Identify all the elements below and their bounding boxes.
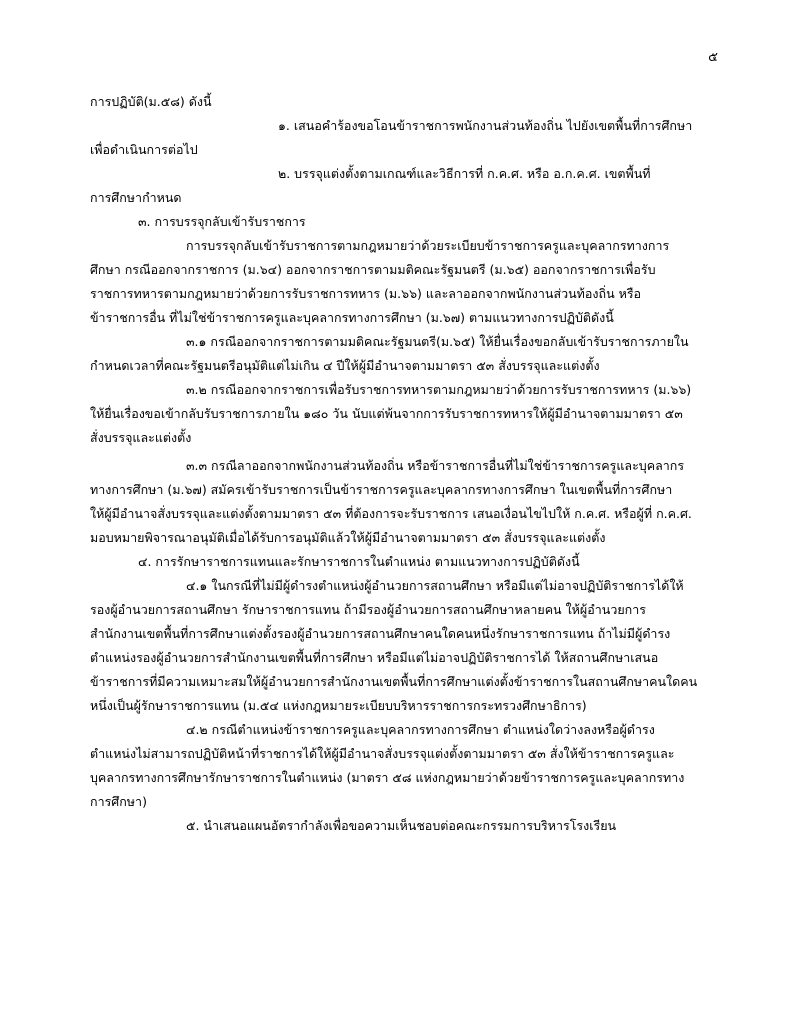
text-line: ๔.๑ ในกรณีที่ไม่มีผู้ดำรงตำแหน่งผู้อำนวยการสถานศึกษา หรือมีแต่ไม่อาจปฏิบัติราชการได้ให้ bbox=[186, 578, 684, 593]
text-line: ข้าราชการที่มีความเหมาะสมให้ผู้อำนวยการสำนักงานเขตพื้นที่การศึกษาแต่งตั้งข้าราชการในสถานศึกษาคนใดคน bbox=[90, 674, 698, 689]
text-line: การศึกษา) bbox=[90, 794, 147, 809]
text-line: รองผู้อำนวยการสถานศึกษา รักษาราชการแทน ถ้ามีรองผู้อำนวยการสถานศึกษาหลายคน ให้ผู้อำนวยการ bbox=[90, 602, 646, 617]
text-line: ๑. เสนอคำร้องขอโอนข้าราชการพนักงานส่วนท้องถิ่น ไปยังเขตพื้นที่การศึกษา bbox=[278, 118, 693, 133]
text-line: หนึ่งเป็นผู้รักษาราชการแทน (ม.๕๔ แห่งกฎหมายระเบียบบริหารราชการกระทรวงศึกษาธิการ) bbox=[90, 698, 587, 713]
text-line: การปฏิบัติ(ม.๕๘) ดังนี้ bbox=[90, 94, 212, 109]
text-line: ๓.๓ กรณีลาออกจากพนักงานส่วนท้องถิ่น หรือข้าราชการอื่นที่ไม่ใช่ข้าราชการครูและบุคลากร bbox=[186, 458, 685, 473]
text-line: มอบหมายพิจารณาอนุมัติเมื่อได้รับการอนุมัติแล้วให้ผู้มีอำนาจตามมาตรา ๕๓ สั่งบรรจุและแต่งตั้ง bbox=[90, 530, 606, 545]
text-line: ให้ผู้มีอำนาจสั่งบรรจุและแต่งตั้งตามมาตรา ๕๓ ที่ต้องการจะรับราชการ เสนอเงื่อนไขไปให้ ก.ค.ศ. หรือผู้ที่ ก.ค.ศ. bbox=[90, 506, 692, 521]
text-line: ๔.๒ กรณีตำแหน่งข้าราชการครูและบุคลากรทางการศึกษา ตำแหน่งใดว่างลงหรือผู้ดำรง bbox=[186, 722, 655, 737]
page-number: ๕ bbox=[708, 50, 718, 65]
text-line: ศึกษา กรณีออกจากราชการ (ม.๖๔) ออกจากราชการตามมติคณะรัฐมนตรี (ม.๖๕) ออกจากราชการเพื่อรับ bbox=[90, 262, 656, 277]
text-line: ตำแหน่งไม่สามารถปฏิบัติหน้าที่ราชการได้ให้ผู้มีอำนาจสั่งบรรจุแต่งตั้งตามมาตรา ๕๓ สั่งให้ข้าราชการครูและ bbox=[90, 746, 675, 761]
text-line: ๕. นำเสนอแผนอัตรากำลังเพื่อขอความเห็นชอบต่อคณะกรรมการบริหารโรงเรียน bbox=[186, 818, 617, 833]
text-line: ๓.๑ กรณีออกจากราชการตามมติคณะรัฐมนตรี(ม.๖๕) ให้ยื่นเรื่องขอกลับเข้ารับราชการภายใน bbox=[186, 334, 689, 349]
text-line: เพื่อดำเนินการต่อไป bbox=[90, 142, 198, 157]
text-line: ราชการทหารตามกฎหมายว่าด้วยการรับราชการทหาร (ม.๖๖) และลาออกจากพนักงานส่วนท้องถิ่น หรือ bbox=[90, 286, 642, 301]
text-line: กำหนดเวลาที่คณะรัฐมนตรีอนุมัติแต่ไม่เกิน ๔ ปีให้ผู้มีอำนาจตามมาตรา ๕๓ สั่งบรรจุและแต่งตั้ง bbox=[90, 358, 600, 373]
text-line: ๒. บรรจุแต่งตั้งตามเกณฑ์และวิธีการที่ ก.ค.ศ. หรือ อ.ก.ค.ศ. เขตพื้นที่ bbox=[278, 166, 651, 181]
text-line: ตำแหน่งรองผู้อำนวยการสำนักงานเขตพื้นที่การศึกษา หรือมีแต่ไม่อาจปฏิบัติราชการได้ ให้สถานศึกษาเสนอ bbox=[90, 650, 659, 665]
text-line: ๓. การบรรจุกลับเข้ารับราชการ bbox=[138, 214, 306, 229]
text-line: ให้ยื่นเรื่องขอเข้ากลับรับราชการภายใน ๑๘๐ วัน นับแต่พ้นจากการรับราชการทหารให้ผู้มีอำนาจตามมาตรา ๕๓ bbox=[90, 406, 683, 421]
text-line: การศึกษากำหนด bbox=[90, 190, 182, 205]
text-line: ๓.๒ กรณีออกจากราชการเพื่อรับราชการทหารตามกฎหมายว่าด้วยการรับราชการทหาร (ม.๖๖) bbox=[186, 382, 692, 397]
document-body bbox=[90, 90, 705, 838]
text-line: การบรรจุกลับเข้ารับราชการตามกฎหมายว่าด้วยระเบียบข้าราชการครูและบุคลากรทางการ bbox=[186, 238, 670, 253]
text-line: ๔. การรักษาราชการแทนและรักษาราชการในตำแหน่ง ตามแนวทางการปฏิบัติดังนี้ bbox=[138, 554, 580, 569]
text-line: สำนักงานเขตพื้นที่การศึกษาแต่งตั้งรองผู้อำนวยการสถานศึกษาคนใดคนหนึ่งรักษาราชการแทน ถ้าไม่มีผู้ดำรง bbox=[90, 626, 671, 641]
text-line: ทางการศึกษา (ม.๖๗) สมัครเข้ารับราชการเป็นข้าราชการครูและบุคลากรทางการศึกษา ในเขตพื้นที่การศึกษา bbox=[90, 482, 673, 497]
text-line: บุคลากรทางการศึกษารักษาราชการในตำแหน่ง (มาตรา ๕๘ แห่งกฎหมายว่าด้วยข้าราชการครูและบุคลากรทาง bbox=[90, 770, 685, 785]
text-line: ข้าราชการอื่น ที่ไม่ใช่ข้าราชการครูและบุคลากรทางการศึกษา (ม.๖๗) ตามแนวทางการปฏิบัติดังนี้ bbox=[90, 310, 614, 325]
text-line: สั่งบรรจุและแต่งตั้ง bbox=[90, 430, 192, 445]
